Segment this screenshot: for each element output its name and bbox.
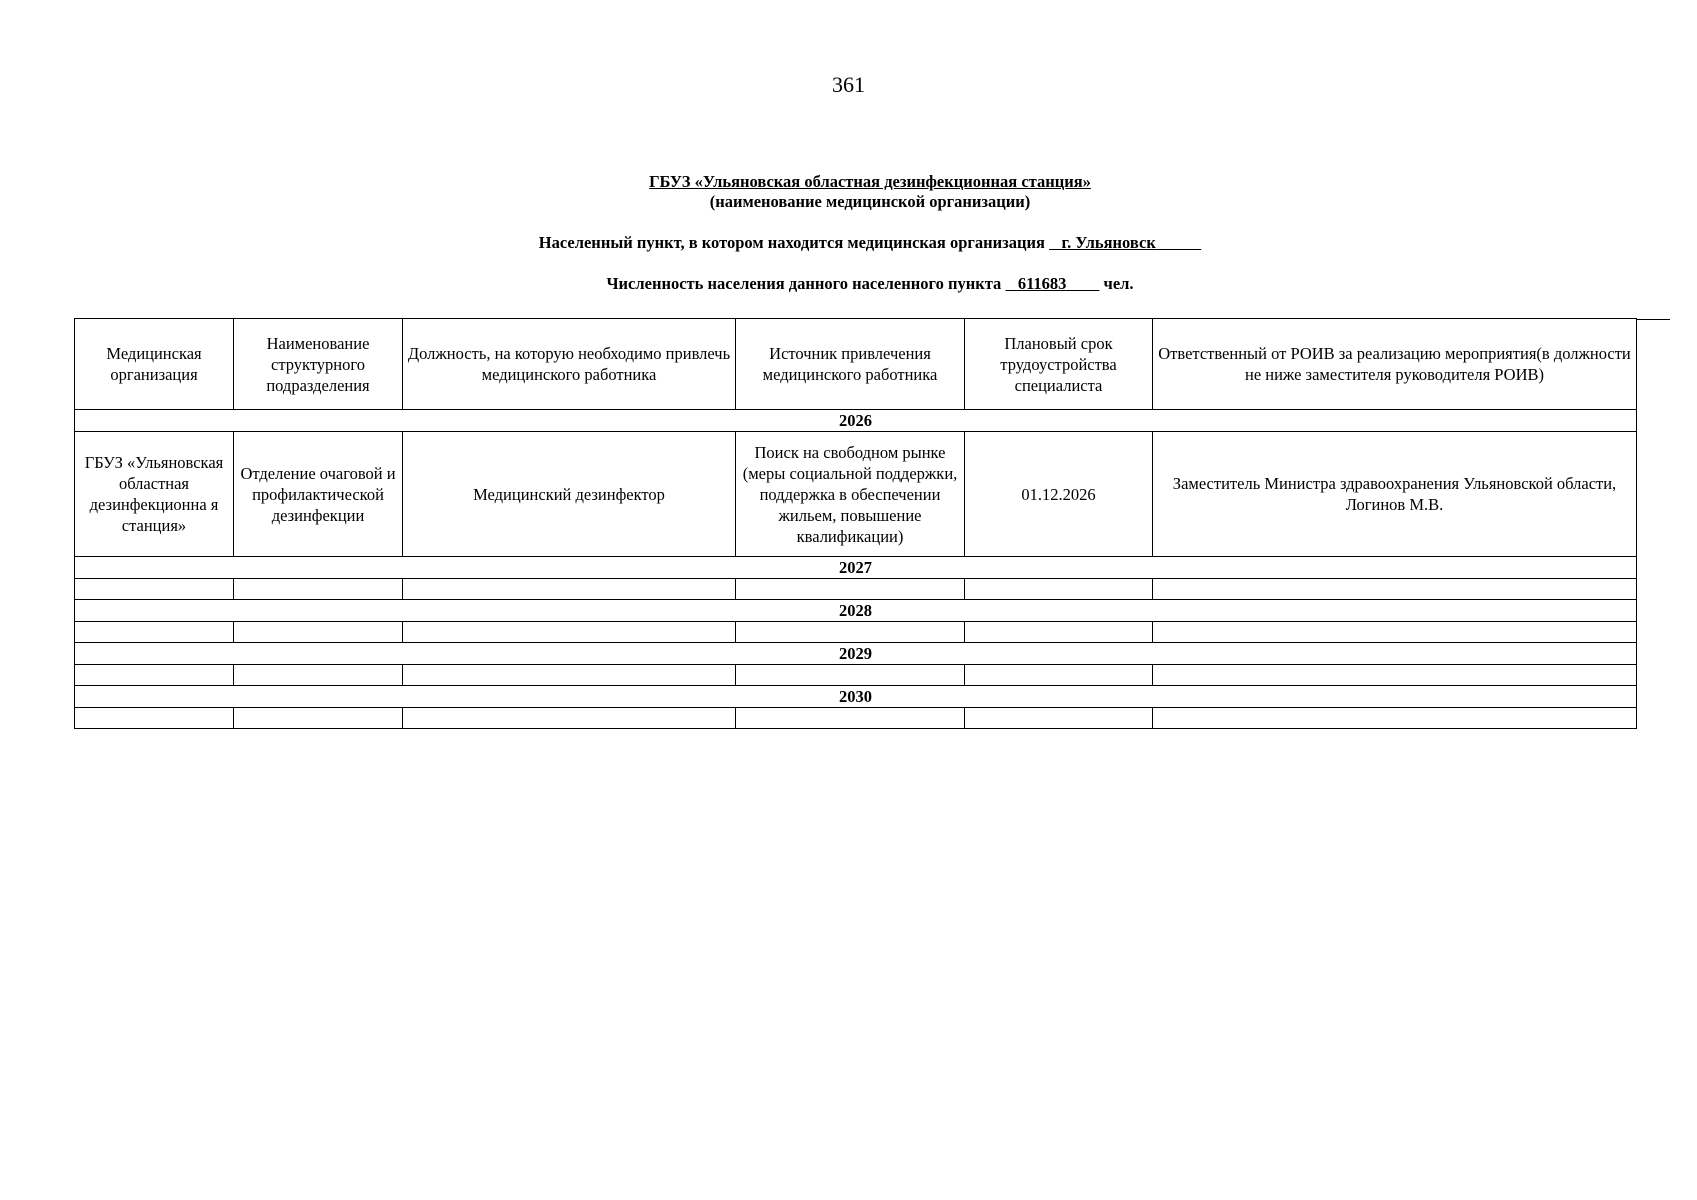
table-cell bbox=[234, 665, 403, 686]
staffing-plan-table bbox=[74, 318, 1637, 729]
table-cell bbox=[234, 579, 403, 600]
column-header: Должность, на которую необходимо привлечь медицинского работника bbox=[403, 319, 736, 410]
population-unit: чел. bbox=[1103, 274, 1134, 293]
table-cell: ГБУЗ «Ульяновская областная дезинфекционна я станция» bbox=[75, 432, 234, 557]
table-row bbox=[75, 622, 1637, 643]
population-value: 611683 bbox=[1017, 274, 1067, 293]
table-cell bbox=[234, 708, 403, 729]
organization-name: ГБУЗ «Ульяновская областная дезинфекционная станция» bbox=[649, 172, 1091, 191]
table-cell bbox=[75, 622, 234, 643]
settlement-line bbox=[0, 233, 1697, 253]
table-cell bbox=[234, 622, 403, 643]
table-cell bbox=[965, 622, 1153, 643]
year-row bbox=[75, 410, 1637, 432]
table-cell bbox=[75, 665, 234, 686]
year-row bbox=[75, 643, 1637, 665]
table-cell bbox=[75, 579, 234, 600]
table-cell bbox=[403, 622, 736, 643]
table-cell bbox=[965, 708, 1153, 729]
column-header: Источник привлечения медицинского работника bbox=[736, 319, 965, 410]
column-header: Плановый срок трудоустройства специалиста bbox=[965, 319, 1153, 410]
table-cell: 01.12.2026 bbox=[965, 432, 1153, 557]
year-label: 2028 bbox=[75, 600, 1637, 622]
year-label: 2026 bbox=[75, 410, 1637, 432]
table-cell bbox=[965, 579, 1153, 600]
table-row bbox=[75, 432, 1637, 557]
population-line bbox=[0, 274, 1697, 294]
table-cell bbox=[1153, 708, 1637, 729]
table-cell: Поиск на свободном рынке (меры социальной поддержки, поддержка в обеспечении жильем, повышение квалификации) bbox=[736, 432, 965, 557]
column-header: Медицинская организация bbox=[75, 319, 234, 410]
table-cell bbox=[403, 665, 736, 686]
table-cell bbox=[736, 665, 965, 686]
table-cell bbox=[75, 708, 234, 729]
settlement-blank-before bbox=[1049, 233, 1061, 253]
population-blank-after bbox=[1066, 274, 1099, 294]
year-row bbox=[75, 600, 1637, 622]
year-row bbox=[75, 557, 1637, 579]
table-row bbox=[75, 708, 1637, 729]
organization-caption: (наименование медицинской организации) bbox=[709, 192, 1031, 211]
table-cell: Медицинский дезинфектор bbox=[403, 432, 736, 557]
table-row bbox=[75, 665, 1637, 686]
column-header: Ответственный от РОИВ за реализацию мероприятия(в должности не ниже заместителя руководителя РОИВ) bbox=[1153, 319, 1637, 410]
page-number: 361 bbox=[832, 72, 865, 97]
table-cell bbox=[403, 708, 736, 729]
settlement-label: Населенный пункт, в котором находится медицинская организация bbox=[538, 233, 1045, 252]
table-cell bbox=[403, 579, 736, 600]
table-cell bbox=[736, 579, 965, 600]
year-label: 2029 bbox=[75, 643, 1637, 665]
table-row bbox=[75, 579, 1637, 600]
table-cell bbox=[1153, 579, 1637, 600]
year-row bbox=[75, 686, 1637, 708]
table-cell: Заместитель Министра здравоохранения Ульяновской области, Логинов М.В. bbox=[1153, 432, 1637, 557]
table-cell bbox=[736, 708, 965, 729]
column-header: Наименование структурного подразделения bbox=[234, 319, 403, 410]
population-label: Численность населения данного населенного пункта bbox=[606, 274, 1002, 293]
population-blank-before bbox=[1005, 274, 1017, 294]
settlement-value: г. Ульяновск bbox=[1061, 233, 1156, 252]
settlement-blank-after bbox=[1156, 233, 1201, 253]
table-cell: Отделение очаговой и профилактической дезинфекции bbox=[234, 432, 403, 557]
table-header-row bbox=[75, 319, 1637, 410]
table-cell bbox=[736, 622, 965, 643]
table-cell bbox=[965, 665, 1153, 686]
table-top-extension-line bbox=[1636, 319, 1670, 320]
document-header bbox=[0, 172, 1697, 294]
table-cell bbox=[1153, 665, 1637, 686]
year-label: 2027 bbox=[75, 557, 1637, 579]
year-label: 2030 bbox=[75, 686, 1637, 708]
table-cell bbox=[1153, 622, 1637, 643]
